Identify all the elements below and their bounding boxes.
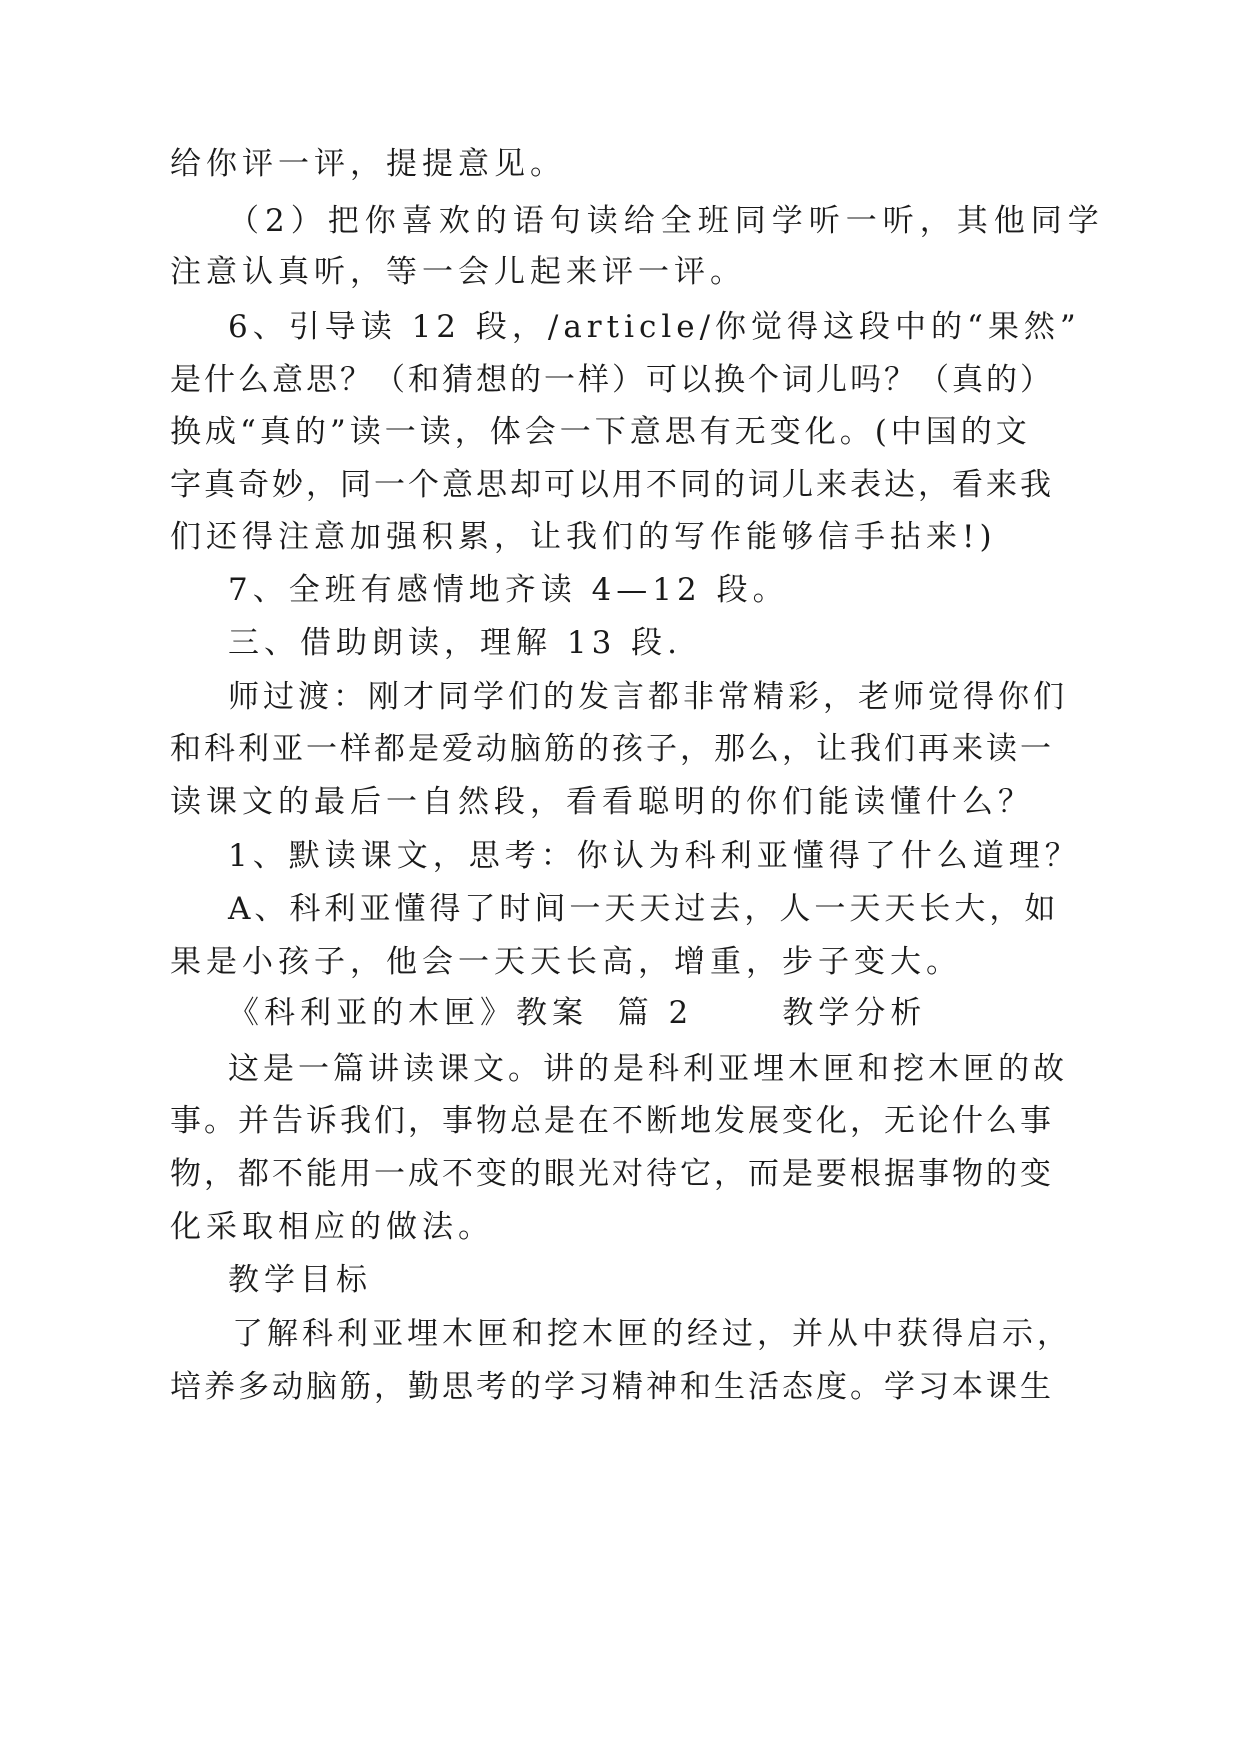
text-line-12: 和科利亚一样都是爱动脑筋的孩子，那么，让我们再来读一: [170, 731, 1054, 767]
text-line-8: 们还得注意加强积累，让我们的写作能够信手拈来!): [170, 519, 997, 555]
text-line-22: 教学目标: [228, 1262, 372, 1298]
text-line-1: 给你评一评，提提意见。: [170, 146, 566, 182]
text-line-20: 物，都不能用一成不变的眼光对待它，而是要根据事物的变: [170, 1156, 1054, 1192]
text-line-13: 读课文的最后一自然段，看看聪明的你们能读懂什么？: [170, 784, 1034, 820]
text-line-18: 这是一篇讲读课文。讲的是科利亚埋木匣和挖木匣的故: [228, 1051, 1068, 1087]
text-line-6: 换成“真的”读一读，体会一下意思有无变化。(中国的文: [170, 414, 1031, 450]
text-line-14: 1、默读课文，思考：你认为科利亚懂得了什么道理？: [228, 838, 1081, 874]
text-line-17: 《科利亚的木匣》教案 篇 2 教学分析: [228, 995, 927, 1031]
text-line-10: 三、借助朗读，理解 13 段.: [228, 625, 683, 661]
text-line-23: 了解科利亚埋木匣和挖木匣的经过，并从中获得启示，: [232, 1316, 1072, 1352]
text-line-16: 果是小孩子，他会一天天长高，增重，步子变大。: [170, 944, 962, 980]
text-line-3: 注意认真听，等一会儿起来评一评。: [170, 254, 746, 290]
text-line-2: （2）把你喜欢的语句读给全班同学听一听，其他同学: [228, 203, 1105, 239]
text-line-7: 字真奇妙，同一个意思却可以用不同的词儿来表达，看来我: [170, 467, 1054, 503]
text-line-15: A、科利亚懂得了时间一天天过去，人一天天长大，如: [228, 891, 1060, 927]
text-line-11: 师过渡：刚才同学们的发言都非常精彩，老师觉得你们: [228, 679, 1068, 715]
text-line-24: 培养多动脑筋，勤思考的学习精神和生活态度。学习本课生: [170, 1369, 1054, 1405]
text-line-4: 6、引导读 12 段，/article/你觉得这段中的“果然”: [228, 309, 1081, 345]
text-line-5: 是什么意思？（和猜想的一样）可以换个词儿吗？（真的）: [170, 362, 1054, 398]
text-line-21: 化采取相应的做法。: [170, 1209, 494, 1245]
text-line-19: 事。并告诉我们，事物总是在不断地发展变化，无论什么事: [170, 1103, 1054, 1139]
text-line-9: 7、全班有感情地齐读 4—12 段。: [228, 572, 789, 608]
